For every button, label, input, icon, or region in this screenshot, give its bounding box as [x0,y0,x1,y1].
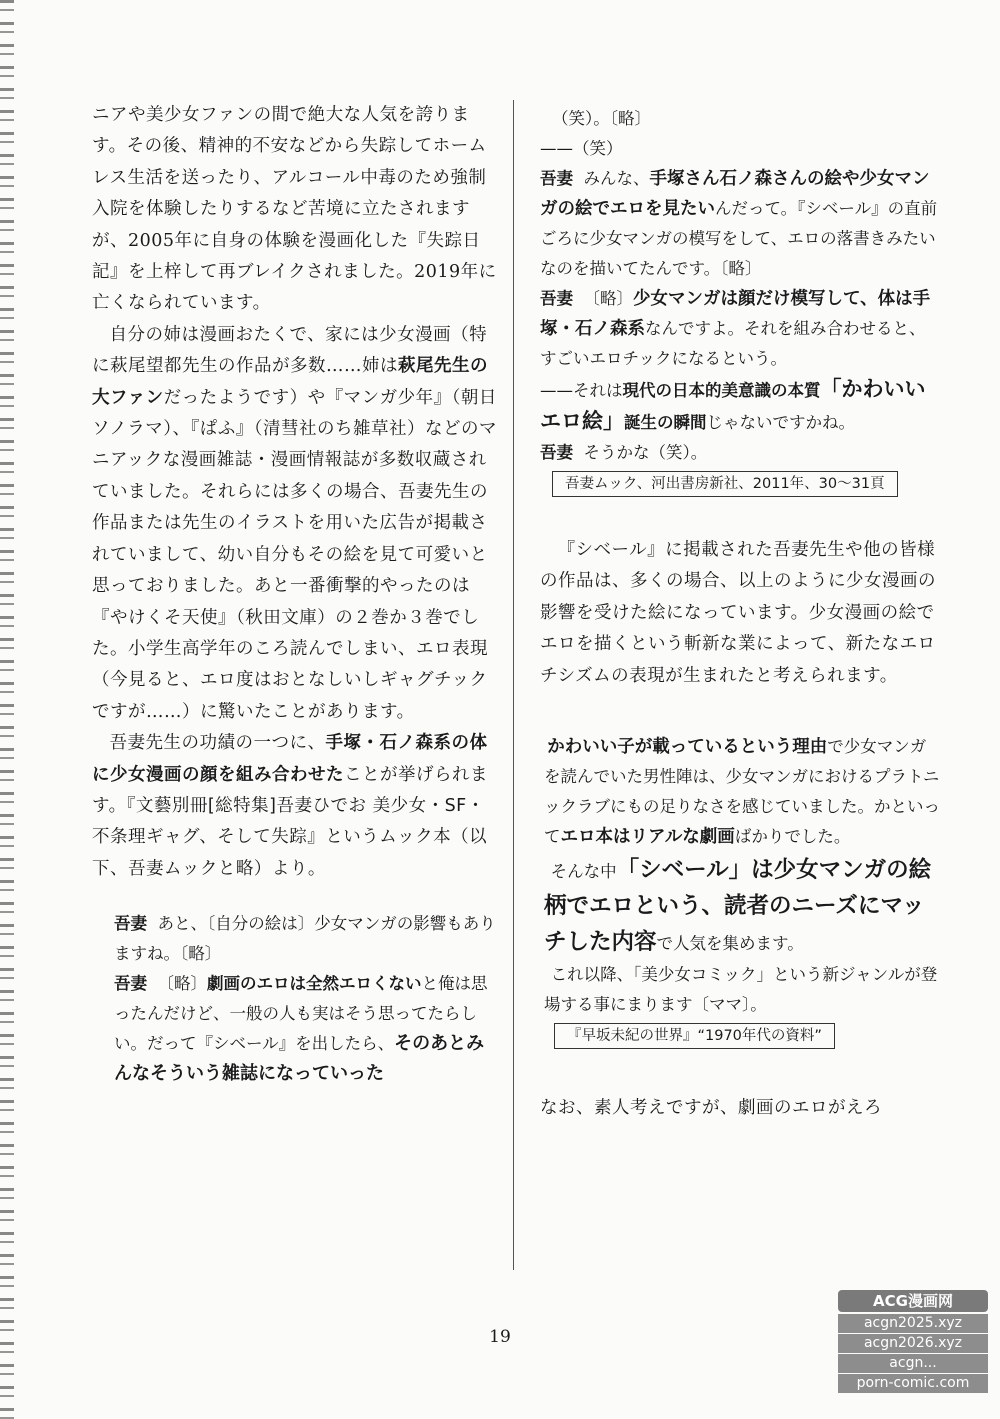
quote-line: これ以降、「美少女コミック」という新ジャンルが登場する事にまります〔ママ〕。 [544,965,938,1015]
bold-text: 現代の日本的美意識の本質 [622,381,821,400]
bold-text: 手塚さん石ノ森さんの絵や少女マンガの絵でエロを見たい [540,169,930,219]
watermark-line: porn-comic.com [838,1374,988,1393]
speaker-label: 吾妻 [114,914,147,934]
quote-line [544,852,940,960]
text: 自分の姉は漫画おたくで、家には少女漫画（特に萩尾望都先生の作品が多数……姉は [92,324,488,377]
watermark-logo: ACG漫画网 [838,1290,988,1312]
speaker-label: 吾妻 [114,974,147,994]
bold-text: そのあとみんなそういう雑誌になっていった [114,1033,485,1085]
left-column [92,100,502,1089]
paragraph-closing: なお、素人考えですが、劇画のエロがえろ [540,1098,882,1119]
bold-text: 誕生の瞬間 [624,413,707,432]
text: だったようです）や『マンガ少年』（朝日ソノラマ）、『ぱふ』（清彗社のち雑草社）などのマニアックな漫画雑誌・漫画情報誌が多数収蔵されていました。それらには多くの場合、吾妻先生の作品または先生のイラストを用いた広告が掲載されていまして、幼い自分もその絵を見て可愛いと思っておりました。あと一番衝撃的やったのは『やけくそ天使』（秋田文庫）の２巻か３巻でした。小学生高学年のころ読んでしまい、エロ表現（今見ると、エロ度はおとなしいしギャグチックですが……）に驚いたことがあります。 [92,387,498,722]
quote-line [114,909,502,969]
citation-box: 吾妻ムック、河出書房新社、2011年、30〜31頁 [552,471,898,497]
text: そんな中 [550,862,617,882]
bold-text: 萩尾先生の大ファン [92,356,488,408]
quote-line [540,284,940,374]
text: ことが挙げられます。 [92,764,488,816]
text: ——それは [540,381,623,400]
text: なんですよ。それを組み合わせると、すごいエロチックになるという。 [540,319,926,368]
paragraph-achievement [92,728,502,885]
paragraph-intro: ニアや美少女ファンの間で絶大な人気を誇ります。その後、精神的不安などから失踪してホームレス生活を送ったり、アルコール中毒のため強制入院を体験したりするなど苦境に立たされますが、2005年に自身の体験を漫画化した『失踪日記』を上梓して再ブレイクされました。2019年に亡くなられています。 [92,105,497,314]
page-number: 19 [489,1327,511,1347]
watermark [838,1290,988,1393]
paragraph-sybil: 『シベール』に掲載された吾妻先生や他の皆様の作品は、多くの場合、以上のように少女漫画の影響を受けた絵になっています。少女漫画の絵でエロを描くという斬新な業によって、新たなエロチシズムの表現が生まれたと考えられます。 [540,540,936,686]
speaker-label: 吾妻 [540,289,573,308]
bold-text: かわいい子が載っているという理由 [547,737,828,758]
spacer [92,885,502,909]
text: あと、〔自分の絵は〕少女マンガの影響もありますね。〔略〕 [114,914,496,964]
bold-text-large: 「シベール」は少女マンガの絵柄でエロという、読者のニーズにマッチした内容 [544,857,932,956]
citation-box: 『早坂未紀の世界』“1970年代の資料” [554,1023,835,1049]
interview-quote-cont [540,104,940,497]
text: 〔略〕 [157,974,207,994]
quote-line: ——（笑） [540,139,623,158]
watermark-line: acgn2026.xyz [838,1334,988,1353]
bold-text: 少女マンガは顔だけ模写して、体は手塚・石ノ森系 [540,289,931,339]
text: で少女マンガを読んでいた男性陣は、少女マンガにおけるプラトニックラブにもの足りなさを感じていました。かといって [544,737,940,847]
text: んだって。『シベール』の直前ごろに少女マンガの模写をして、エロの落書きみたいなのを描いてたんです。〔略〕 [540,199,938,278]
quote-line [540,164,940,284]
text: そうかな（笑）。 [583,443,708,462]
quote-line [114,969,502,1089]
right-column [540,104,940,1124]
watermark-line: acgn... [838,1354,988,1373]
binding-edge [0,0,14,1419]
quote-line [544,732,940,852]
paragraph-sister [92,320,502,728]
text: と俺は思ったんだけど、一般の人も実はそう思ってたらしい。だって『シベール』を出したら、 [114,974,488,1054]
text: 〔略〕 [583,289,633,308]
speaker-label: 吾妻 [540,443,573,462]
text: ばかりでした。 [734,827,851,847]
text: というムック本（以下、吾妻ムックと略）より。 [92,827,488,879]
spacer [540,497,940,535]
book-title: 『文藝別冊[総特集]吾妻ひでお 美少女・SF・不条理ギャグ、そして失踪』 [92,795,485,848]
bold-text: エロ本はリアルな劇画 [560,827,735,848]
quoted-passage [540,732,940,1049]
bold-text: 手塚・石ノ森系の体に少女漫画の顔を組み合わせた [92,733,488,785]
text: 吾妻先生の功績の一つに、 [109,733,326,754]
quote-line [540,374,940,438]
bold-text: 劇画のエロは全然エロくない [207,974,422,994]
text: じゃないですかね。 [706,413,855,432]
quote-line: （笑）。〔略〕 [552,109,651,128]
watermark-line: acgn2025.xyz [838,1314,988,1333]
spacer [540,692,940,732]
bold-text-large: 「かわいいエロ絵」 [540,377,926,433]
speaker-label: 吾妻 [540,169,573,188]
text: みんな、 [583,169,650,188]
quote-line [540,438,940,468]
spacer [540,1049,940,1093]
interview-quote [92,909,502,1089]
column-divider [513,100,514,1270]
text: で人気を集めます。 [656,934,804,954]
